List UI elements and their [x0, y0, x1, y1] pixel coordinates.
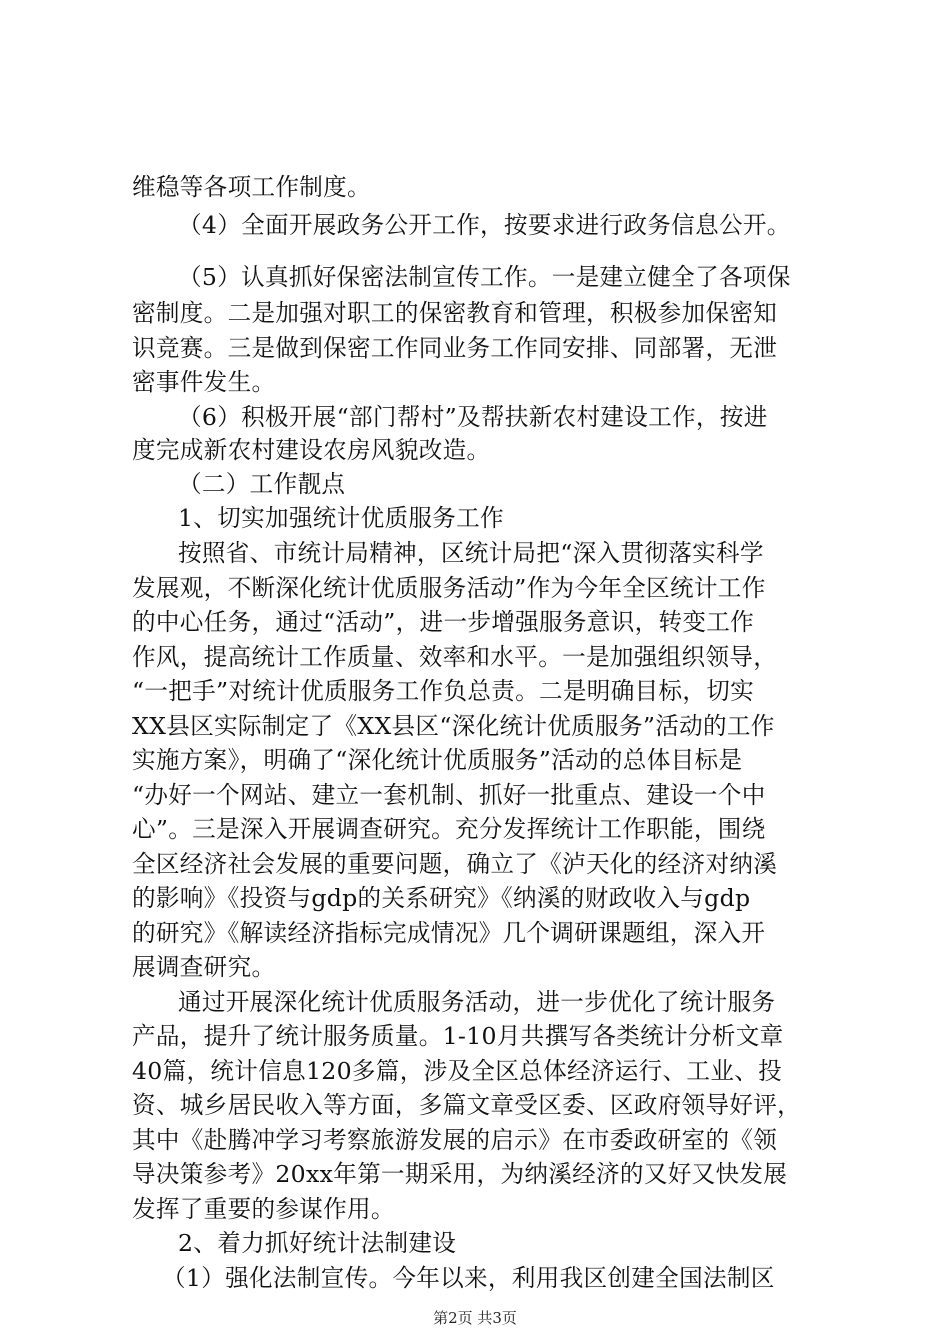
text-line: （4）全面开展政务公开工作，按要求进行政务信息公开。	[178, 211, 791, 239]
text-line: 的研究》《解读经济指标完成情况》几个调研课题组，深入开	[132, 919, 766, 947]
text-line: 资、城乡居民收入等方面，多篇文章受区委、区政府领导好评，	[132, 1091, 802, 1119]
text-line: 实施方案》，明确了“深化统计优质服务”活动的总体目标是	[132, 746, 743, 774]
text-line: （5）认真抓好保密法制宣传工作。一是建立健全了各项保	[178, 263, 791, 291]
text-line: 导决策参考》20xx年第一期采用，为纳溪经济的又好又快发展	[132, 1160, 788, 1188]
subsection-heading: 1、切实加强统计优质服务工作	[178, 504, 504, 532]
section-heading: （二）工作靓点	[178, 470, 346, 498]
text-line: 发展观，不断深化统计优质服务活动”作为今年全区统计工作	[132, 574, 766, 602]
text-line: 作风，提高统计工作质量、效率和水平。一是加强组织领导，	[132, 643, 778, 671]
text-line: 度完成新农村建设农房风貌改造。	[132, 436, 491, 464]
text-line: 心”。三是深入开展调查研究。充分发挥统计工作职能，围绕	[132, 815, 766, 843]
text-line: 密事件发生。	[132, 368, 276, 396]
text-line: XX县区实际制定了《XX县区“深化统计优质服务”活动的工作	[132, 712, 775, 740]
text-line: （6）积极开展“部门帮村”及帮扶新农村建设工作，按进	[178, 403, 768, 431]
text-line: 按照省、市统计局精神，区统计局把“深入贯彻落实科学	[178, 539, 764, 567]
subsection-heading: 2、着力抓好统计法制建设	[178, 1229, 457, 1257]
text-line: “一把手”对统计优质服务工作负总责。二是明确目标，切实	[132, 677, 755, 705]
text-line: 通过开展深化统计优质服务活动，进一步优化了统计服务	[178, 988, 776, 1016]
text-line: 的影响》《投资与gdp的关系研究》《纳溪的财政收入与gdp	[132, 884, 751, 912]
text-line: 的中心任务，通过“活动”，进一步增强服务意识，转变工作	[132, 608, 755, 636]
text-line: 识竞赛。三是做到保密工作同业务工作同安排、同部署，无泄	[132, 334, 778, 362]
text-line: 产品，提升了统计服务质量。1-10月共撰写各类统计分析文章	[132, 1022, 784, 1050]
text-line: 发挥了重要的参谋作用。	[132, 1195, 395, 1223]
text-line: 全区经济社会发展的重要问题，确立了《泸天化的经济对纳溪	[132, 850, 778, 878]
text-line: 密制度。二是加强对职工的保密教育和管理，积极参加保密知	[132, 299, 778, 327]
text-line: 维稳等各项工作制度。	[132, 173, 371, 201]
text-line: 其中《赴腾冲学习考察旅游发展的启示》在市委政研室的《领	[132, 1126, 778, 1154]
text-line: “办好一个网站、建立一套机制、抓好一批重点、建设一个中	[132, 781, 766, 809]
text-line: 40篇，统计信息120多篇，涉及全区总体经济运行、工业、投	[132, 1057, 783, 1085]
page-number-footer: 第2页 共3页	[433, 1309, 517, 1327]
text-line: 展调查研究。	[132, 953, 276, 981]
text-line: （1）强化法制宣传。今年以来，利用我区创建全国法制区	[162, 1264, 775, 1292]
